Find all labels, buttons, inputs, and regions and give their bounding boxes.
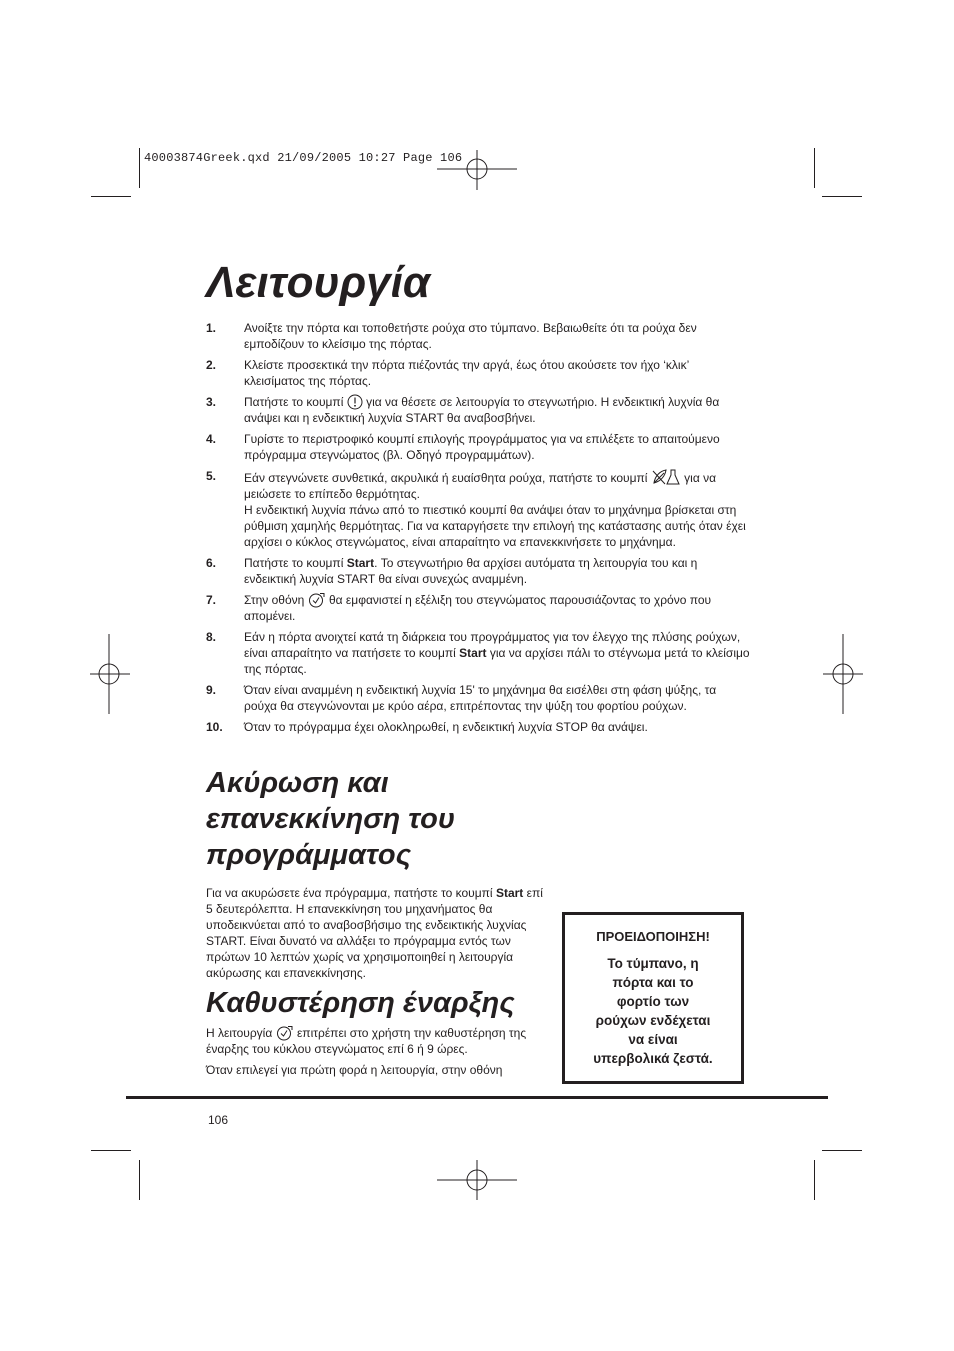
warning-line: υπερβολικά ζεστά. — [593, 1051, 713, 1066]
heading-line: επανεκκίνηση του — [206, 803, 455, 835]
step-text: για να μειώσετε το επίπεδο θερμότητας. — [244, 471, 717, 501]
delay-section — [206, 985, 546, 1083]
start-keyword: Start — [495, 886, 524, 900]
warning-line: Το τύμπανο, η — [607, 956, 699, 971]
step-text: Η ενδεικτική λυχνία πάνω από το πιεστικό κουμπί θα ανάψει όταν το μηχάνημα βρίσκεται στη ρύθμιση χαμηλής θερμότητας. Για να καταργήσετε την επιλογή της κατάστασης αυτής όταν έχει αρχίσει ο κύκλος στεγνώματος, είναι απαραίτητο να επανεκκινήσετε το μηχάνημα. — [244, 503, 746, 549]
step-text: για να θέσετε σε λειτουργία το στεγνωτήριο. Η ενδεικτική λυχνία θα ανάψει και η ενδεικτική λυχνία START θα αναβοσβήνει. — [244, 395, 720, 425]
step-number: 4. — [206, 432, 217, 446]
file-slug: 40003874Greek.qxd 21/09/2005 10:27 Page 106 — [144, 151, 463, 165]
step-number: 8. — [206, 630, 217, 644]
start-keyword: Start — [459, 646, 487, 660]
step-text: Κλείστε προσεκτικά την πόρτα πιέζοντάς την αργά, έως ότου ακούσετε τον ήχο ‘κλικ’ κλεισίματος της πόρτας. — [244, 358, 689, 388]
step-text: Ανοίξτε την πόρτα και τοποθετήστε ρούχα στο τύμπανο. Βεβαιωθείτε ότι τα ρούχα δεν εμποδίζουν το κλείσιμο της πόρτας. — [244, 321, 697, 351]
section-paragraph — [206, 1025, 546, 1057]
list-item — [206, 592, 751, 624]
crop-mark — [139, 1160, 140, 1200]
step-number: 3. — [206, 395, 217, 409]
crop-mark — [139, 148, 140, 188]
warning-title: ΠΡΟΕΙΔΟΠΟΙΗΣΗ! — [596, 929, 710, 944]
section-heading — [206, 765, 551, 873]
step-text: Εάν στεγνώνετε συνθετικά, ακρυλικά ή ευαίσθητα ρούχα, πατήστε το κουμπί — [244, 471, 648, 485]
step-text: Όταν είναι αναμμένη η ενδεικτική λυχνία 15' το μηχάνημα θα εισέλθει στη φάση ψύξης, τα ρούχα θα στεγνώνονται με κρύο αέρα, επιτρέποντας την ψύξη του φορτίου ρούχων. — [244, 683, 717, 713]
start-keyword: Start — [346, 556, 375, 570]
warning-box — [562, 912, 744, 1084]
section-paragraph — [206, 885, 551, 981]
footer-rule — [126, 1096, 828, 1099]
warning-line: φορτίο των — [616, 994, 690, 1009]
heading-line: προγράμματος — [206, 839, 412, 871]
list-item — [206, 320, 751, 352]
step-number: 9. — [206, 683, 217, 697]
list-item — [206, 719, 751, 735]
step-number: 2. — [206, 358, 217, 372]
step-number: 7. — [206, 593, 217, 607]
heading-line: Ακύρωση και — [206, 767, 389, 799]
low-heat-icon — [651, 468, 681, 486]
paragraph-text: Η λειτουργία — [206, 1026, 273, 1040]
page-title: Λειτουργία — [206, 258, 431, 307]
page-number: 106 — [208, 1113, 229, 1127]
delay-timer-icon — [276, 1025, 294, 1041]
power-icon — [347, 394, 363, 410]
step-text: Γυρίστε το περιστροφικό κουμπί επιλογής προγράμματος για να επιλέξετε το απαιτούμενο πρόγραμμα στεγνώματος (βλ. Οδηγό προγραμμάτων). — [244, 432, 720, 462]
crop-mark — [822, 1150, 862, 1151]
crop-mark — [814, 1160, 815, 1200]
list-item — [206, 431, 751, 463]
list-item — [206, 682, 751, 714]
step-number: 6. — [206, 556, 217, 570]
step-text: Όταν το πρόγραμμα έχει ολοκληρωθεί, η ενδεικτική λυχνία STOP θα ανάψει. — [244, 720, 648, 734]
registration-mark-right — [823, 634, 863, 714]
paragraph-text: επί 5 δευτερόλεπτα. Η επανεκκίνηση του μηχανήματος θα υποδεικνύεται από το αναβοσβήσιμο της ενδεικτικής λυχνίας START. Είναι δυνατό να αλλάξει το πρόγραμμα εντός των πρώτων 10 λεπτών χωρίς να χρησιμοποιηθεί η λειτουργία ακύρωσης και επανεκκίνησης. — [206, 886, 543, 980]
step-text: Πατήστε το κουμπί — [244, 556, 344, 570]
list-item — [206, 629, 751, 677]
step-text: Στην οθόνη — [244, 593, 305, 607]
crop-mark — [91, 196, 131, 197]
step-number: 10. — [206, 720, 223, 734]
list-item — [206, 468, 751, 550]
section-heading: Καθυστέρηση έναρξης — [206, 987, 515, 1019]
crop-mark — [814, 148, 815, 188]
step-text: Εάν η πόρτα ανοιχτεί κατά τη διάρκεια του προγράμματος για τον έλεγχο της πλύσης ρούχων, είναι απαραίτητο να πατήσετε το κουμπί — [244, 630, 741, 660]
warning-text — [579, 954, 727, 1068]
section-paragraph: Όταν επιλεγεί για πρώτη φορά η λειτουργία, στην οθόνη — [206, 1063, 503, 1077]
step-text: . Το στεγνωτήριο θα αρχίσει αυτόματα τη λειτουργία του και η ενδεικτική λυχνία START θα είναι συνεχώς αναμμένη. — [244, 556, 698, 586]
list-item — [206, 555, 751, 587]
step-number: 5. — [206, 469, 217, 483]
steps-list — [206, 320, 751, 740]
warning-line: ρούχων ενδέχεται — [595, 1013, 711, 1028]
step-text: θα εμφανιστεί η εξέλιξη του στεγνώματος παρουσιάζοντας το χρόνο που απομένει. — [244, 593, 712, 623]
step-text: Πατήστε το κουμπί — [244, 395, 344, 409]
paragraph-text: Για να ακυρώσετε ένα πρόγραμμα, πατήστε το κουμπί — [206, 886, 493, 900]
registration-mark-bottom — [437, 1160, 517, 1200]
crop-mark — [91, 1150, 131, 1151]
cancel-section — [206, 765, 551, 986]
warning-line: να είναι — [628, 1032, 678, 1047]
step-text: για να αρχίσει πάλι το στέγνωμα μετά το κλείσιμο της πόρτας. — [244, 646, 750, 676]
list-item — [206, 394, 751, 426]
paragraph-text: επιτρέπει στο χρήστη την καθυστέρηση της έναρξης του κύκλου στεγνώματος επί 6 ή 9 ώρες. — [206, 1026, 527, 1056]
step-number: 1. — [206, 321, 217, 335]
registration-mark-left — [90, 634, 130, 714]
list-item — [206, 357, 751, 389]
delay-timer-icon — [308, 592, 326, 608]
crop-mark — [822, 196, 862, 197]
warning-line: πόρτα και το — [612, 975, 694, 990]
